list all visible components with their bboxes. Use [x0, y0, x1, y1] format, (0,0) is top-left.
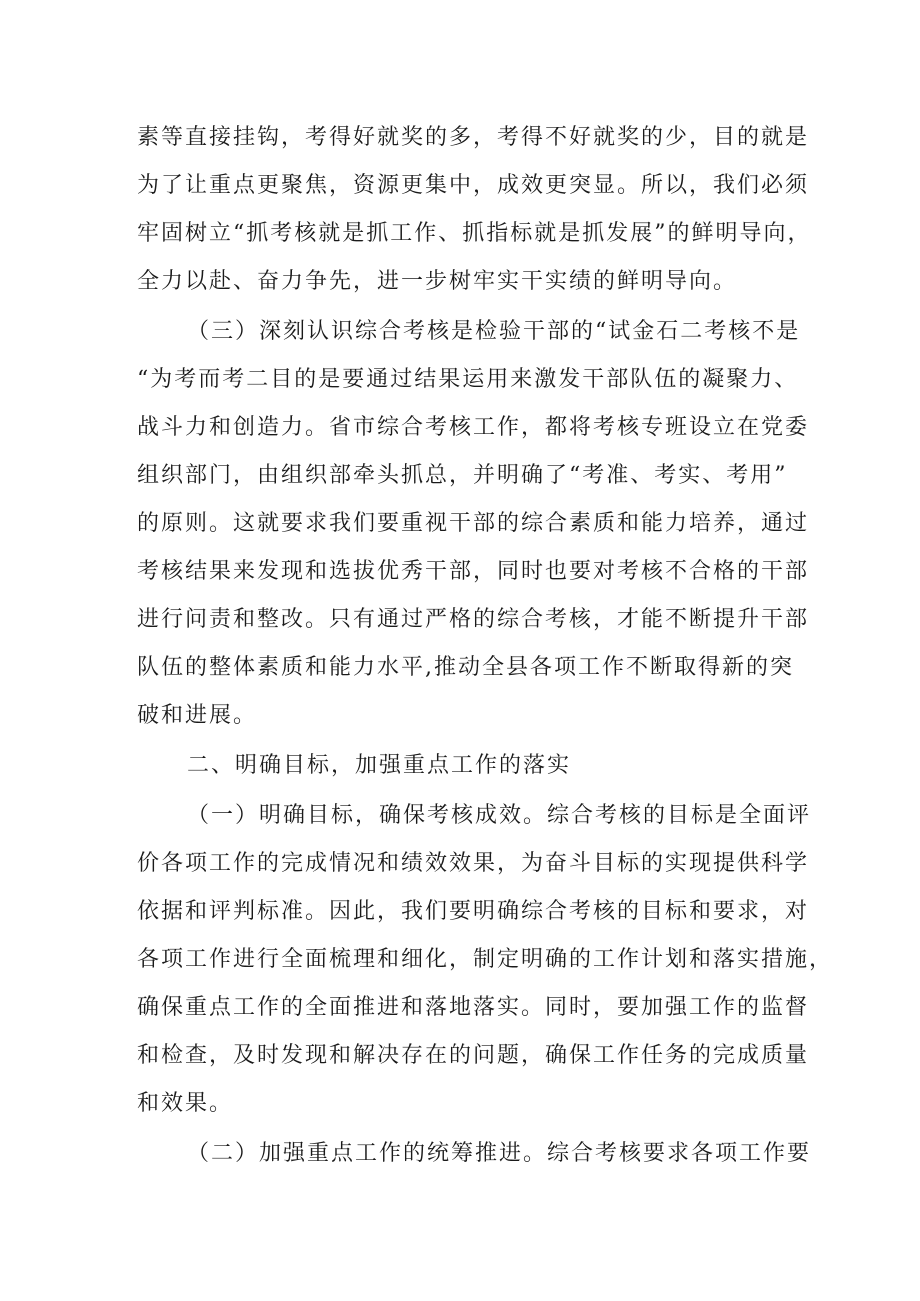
text-line: 确保重点工作的全面推进和落地落实。同时，要加强工作的监督 — [137, 995, 810, 1020]
text-line: 考核结果来发现和选拔优秀干部，同时也要对考核不合格的干部 — [137, 559, 810, 584]
text-line: 进行问责和整改。只有通过严格的综合考核，才能不断提升干部 — [137, 607, 810, 632]
chapter-heading: 二、明确目标，加强重点工作的落实 — [187, 753, 572, 778]
text-line: 和效果。 — [137, 1091, 234, 1116]
text-line: 依据和评判标准。因此，我们要明确综合考核的目标和要求，对 — [137, 899, 810, 924]
text-line: 和检查，及时发现和解决存在的问题，确保工作任务的完成质量 — [137, 1043, 810, 1068]
text-line: 战斗力和创造力。省市综合考核工作，都将考核专班设立在党委 — [137, 415, 810, 440]
text-line: 队伍的整体素质和能力水平,推动全县各项工作不断取得新的突 — [137, 655, 794, 680]
text-line: 破和进展。 — [137, 703, 258, 728]
text-line: 的原则。这就要求我们要重视干部的综合素质和能力培养，通过 — [137, 511, 810, 536]
text-line: 全力以赴、奋力争先，进一步树牢实干实绩的鲜明导向。 — [137, 269, 738, 294]
text-line: 各项工作进行全面梳理和细化，制定明确的工作计划和落实措施， — [137, 947, 834, 972]
section-heading: （一）明确目标，确保考核成效。综合考核的目标是全面评 — [187, 803, 812, 828]
text-line: “为考而考二目的是要通过结果运用来激发干部队伍的凝聚力、 — [137, 367, 799, 392]
text-line: 为了让重点更聚焦，资源更集中，成效更突显。所以，我们必须 — [137, 173, 810, 198]
text-line: 素等直接挂钩，考得好就奖的多，考得不好就奖的少，目的就是 — [137, 125, 810, 150]
section-heading: （二）加强重点工作的统筹推进。综合考核要求各项工作要 — [187, 1141, 812, 1166]
text-line: 价各项工作的完成情况和绩效效果，为奋斗目标的实现提供科学 — [137, 851, 810, 876]
section-heading: （三）深刻认识综合考核是检验干部的“试金石二考核不是 — [187, 319, 801, 344]
text-line: 牢固树立“抓考核就是抓工作、抓指标就是抓发展”的鲜明导向， — [137, 221, 812, 246]
text-line: 组织部门，由组织部牵头抓总，并明确了“考准、考实、考用” — [137, 463, 788, 488]
